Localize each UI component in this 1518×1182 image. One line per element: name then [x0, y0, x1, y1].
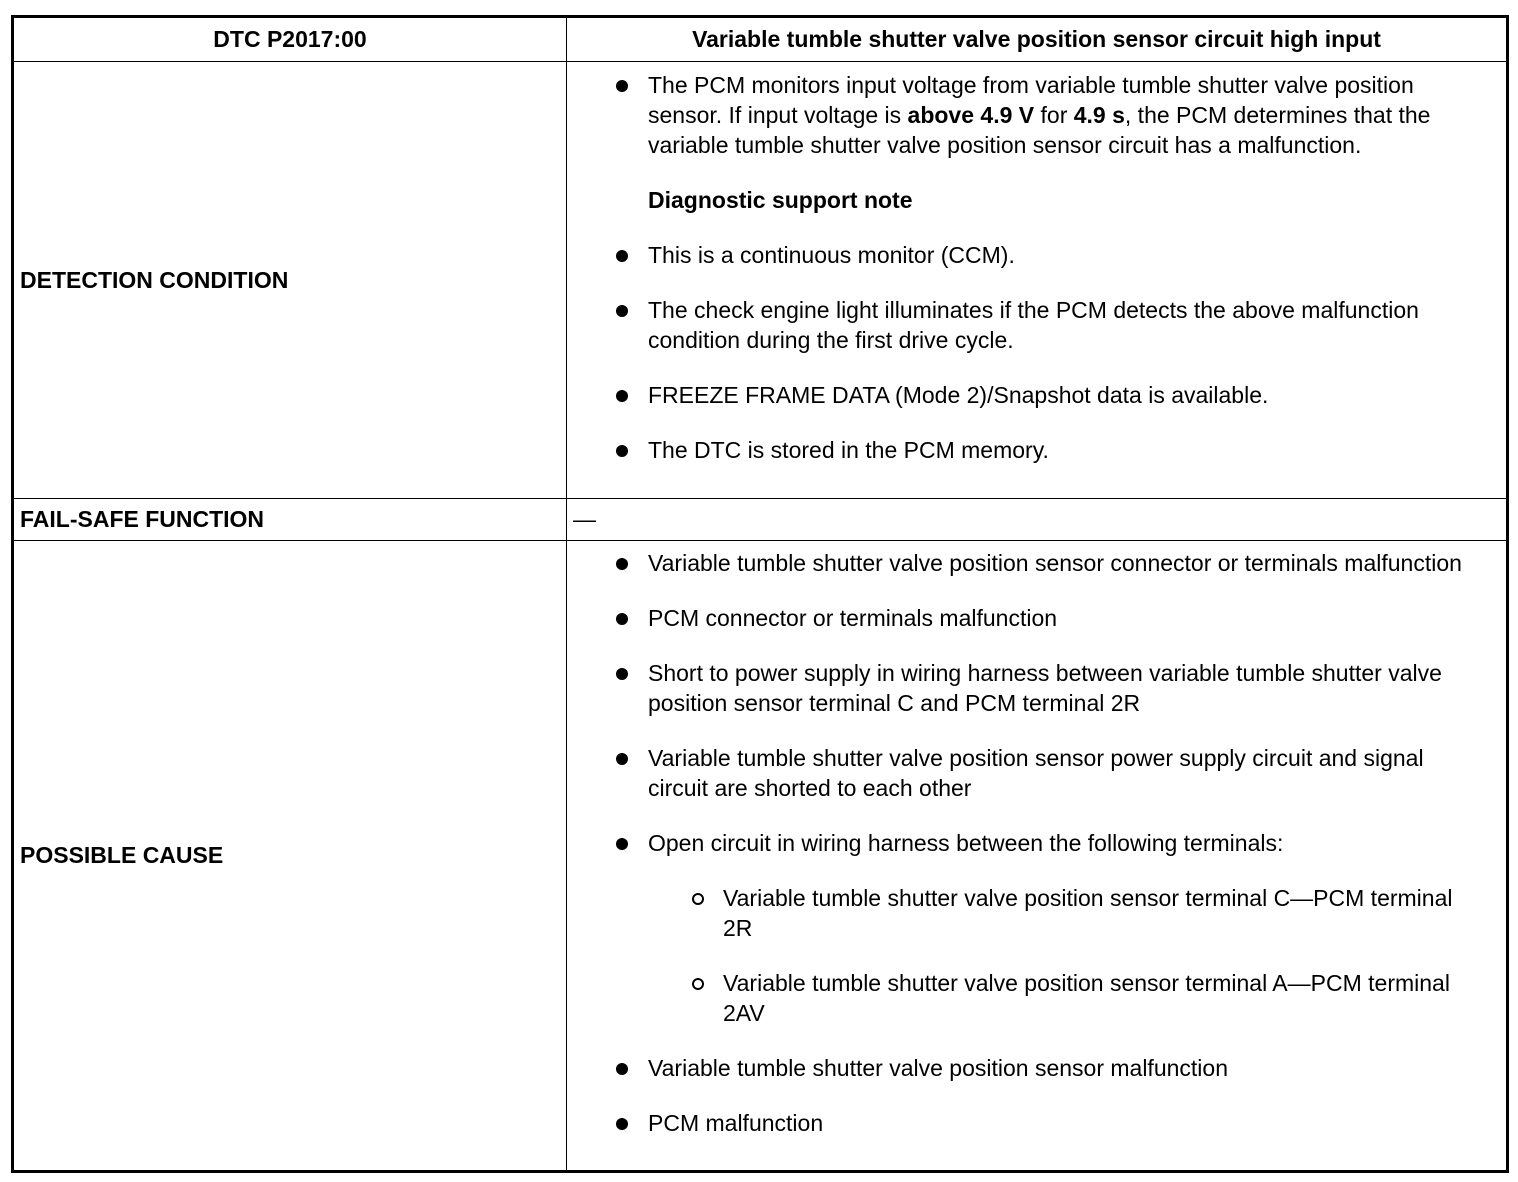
- detection-condition-row: [14, 61, 1506, 498]
- fail-safe-label: FAIL-SAFE FUNCTION: [14, 499, 567, 540]
- possible-cause-item: PCM malfunction: [567, 1108, 1506, 1138]
- detection-condition-list: [567, 70, 1506, 465]
- possible-cause-item: Variable tumble shutter valve position sensor power supply circuit and signal circuit are shorted to each other: [567, 743, 1506, 803]
- possible-cause-item: Short to power supply in wiring harness between variable tumble shutter valve position sensor terminal C and PCM terminal 2R: [567, 658, 1506, 718]
- possible-cause-item: PCM connector or terminals malfunction: [567, 603, 1506, 633]
- fail-safe-row: [14, 498, 1506, 540]
- diagnostic-note-item: This is a continuous monitor (CCM).: [567, 240, 1506, 270]
- detection-text-part: , the PCM determines that the variable tumble shutter valve position sensor circuit has a malfunction.: [648, 102, 1431, 158]
- possible-cause-row: [14, 540, 1506, 1170]
- open-circuit-terminal-list: [648, 883, 1466, 1028]
- dtc-code: DTC P2017:00: [14, 18, 567, 61]
- possible-cause-item: [567, 828, 1506, 1028]
- diagnostic-note-item: The DTC is stored in the PCM memory.: [567, 435, 1506, 465]
- open-circuit-terminal-item: Variable tumble shutter valve position sensor terminal C—PCM terminal 2R: [648, 883, 1466, 943]
- diagnostic-note-item: FREEZE FRAME DATA (Mode 2)/Snapshot data is available.: [567, 380, 1506, 410]
- detection-threshold-voltage: above 4.9 V: [907, 102, 1035, 128]
- detection-condition-content: [567, 62, 1506, 498]
- open-circuit-terminal-item: Variable tumble shutter valve position sensor terminal A—PCM terminal 2AV: [648, 968, 1466, 1028]
- detection-text-part: The PCM monitors input voltage from variable tumble shutter valve position sensor. If input voltage is: [648, 72, 1414, 128]
- diagnostic-support-note-heading: Diagnostic support note: [648, 187, 913, 213]
- possible-cause-item: Variable tumble shutter valve position sensor malfunction: [567, 1053, 1506, 1083]
- detection-condition-item: [567, 70, 1506, 160]
- possible-cause-item-text: Open circuit in wiring harness between the following terminals:: [648, 830, 1284, 856]
- possible-cause-label: POSSIBLE CAUSE: [14, 541, 567, 1170]
- dtc-description: Variable tumble shutter valve position sensor circuit high input: [692, 26, 1381, 52]
- possible-cause-item: Variable tumble shutter valve position sensor connector or terminals malfunction: [567, 548, 1506, 578]
- fail-safe-value: —: [573, 506, 596, 532]
- header-row: [14, 18, 1506, 61]
- detection-condition-label: DETECTION CONDITION: [14, 62, 567, 498]
- dtc-table: [11, 15, 1509, 1173]
- possible-cause-list: [567, 548, 1506, 1138]
- possible-cause-content: [567, 541, 1506, 1170]
- diagnostic-note-item: The check engine light illuminates if the PCM detects the above malfunction condition during the first drive cycle.: [567, 295, 1506, 355]
- detection-threshold-time: 4.9 s: [1073, 102, 1125, 128]
- detection-text-part: for: [1034, 102, 1074, 128]
